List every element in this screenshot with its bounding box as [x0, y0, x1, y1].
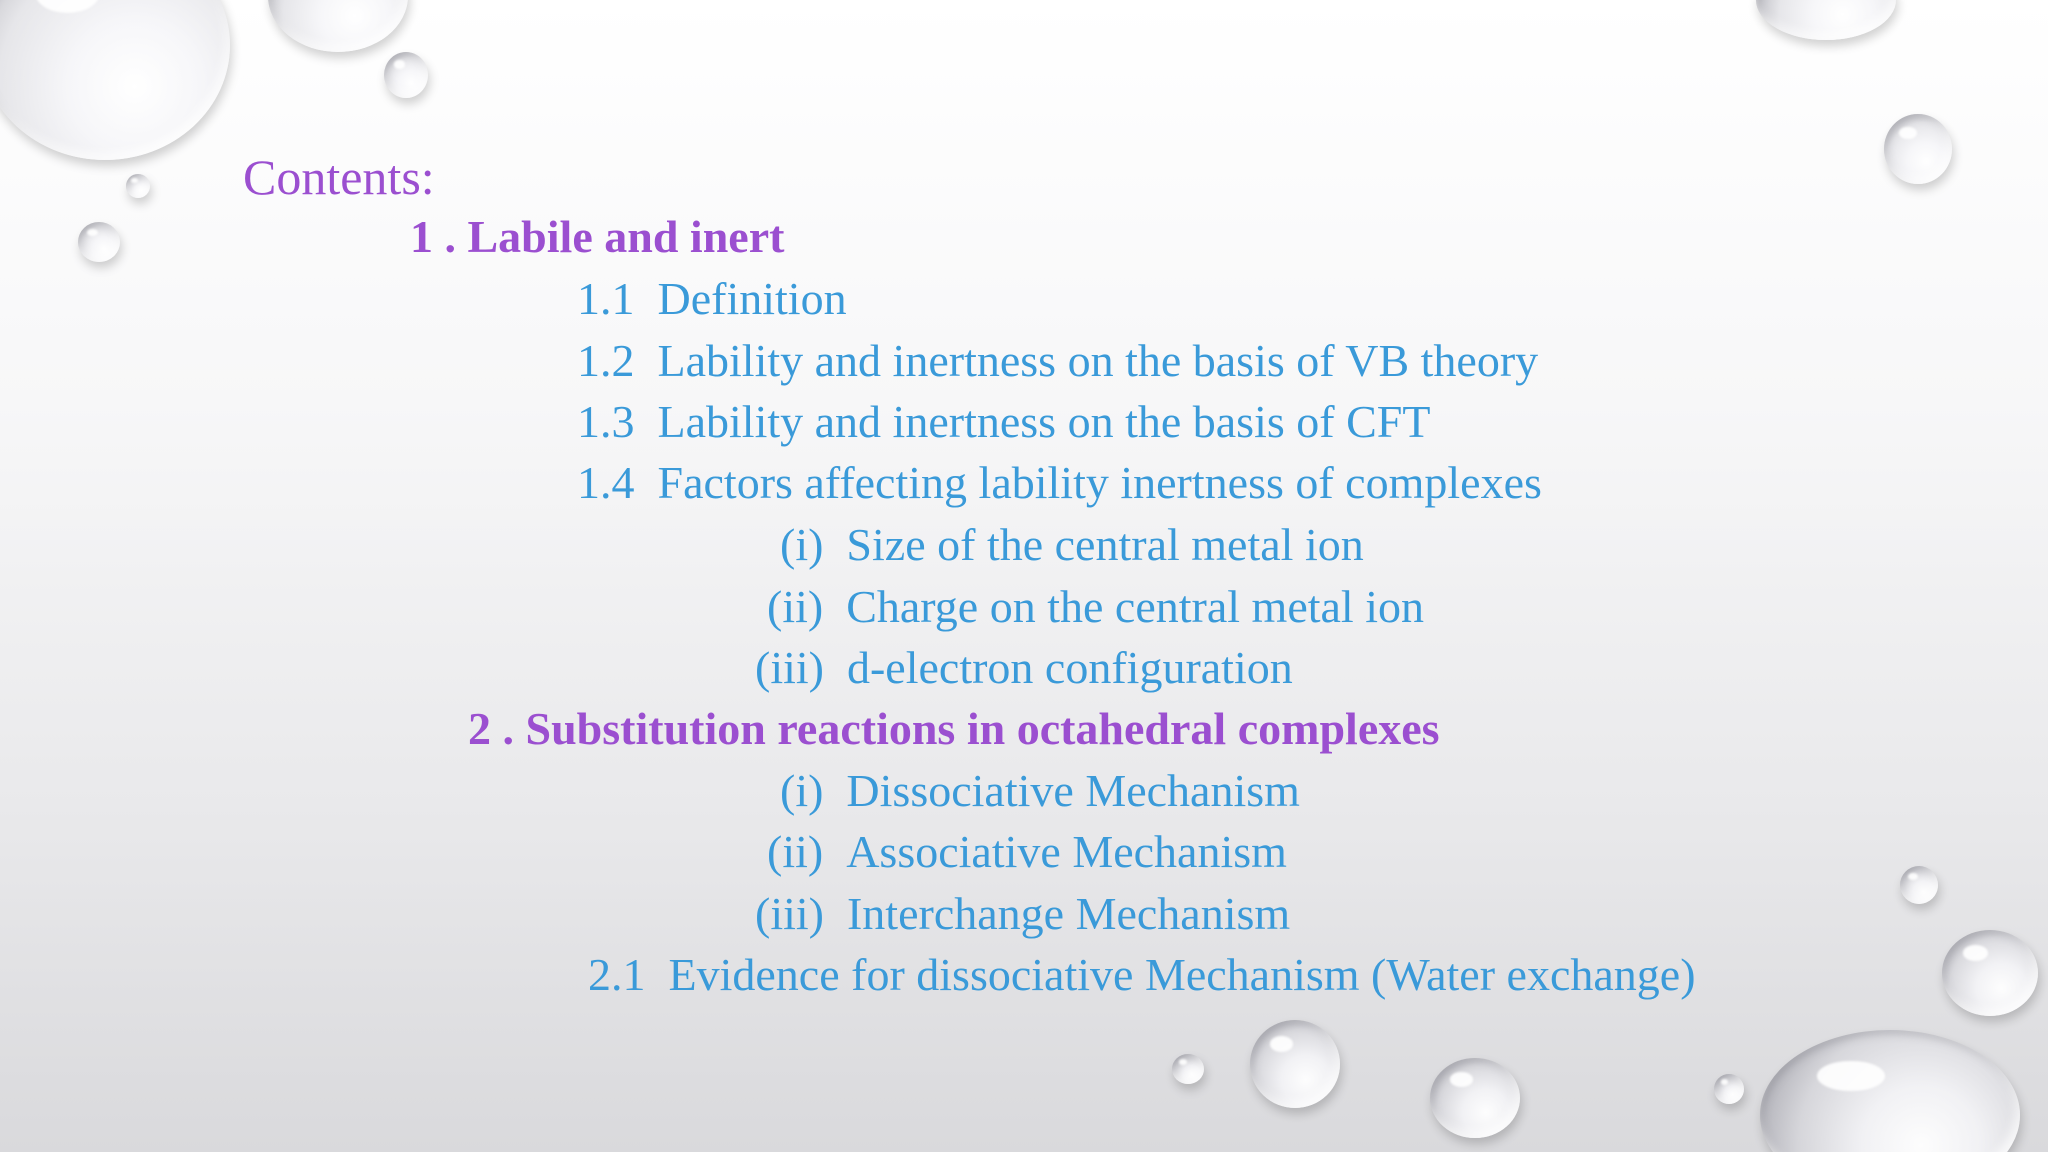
water-droplet-decoration: [1714, 1074, 1744, 1104]
mechanism-item-text: Dissociative Mechanism: [846, 765, 1300, 816]
list-item-number: 1.4: [577, 457, 635, 508]
water-droplet-decoration: [1250, 1020, 1340, 1108]
list-item-number: 1.1: [577, 273, 635, 324]
section-heading-labile-inert: 1 . Labile and inert: [410, 211, 785, 262]
list-item: [577, 396, 1431, 447]
slide-title: Contents:: [243, 149, 435, 205]
water-droplet-decoration: [268, 0, 408, 52]
factor-item: [755, 642, 1293, 693]
water-droplet-decoration: [0, 0, 230, 160]
water-droplet-decoration: [78, 222, 120, 262]
section-heading-substitution-reactions: 2 . Substitution reactions in octahedral complexes: [468, 703, 1440, 754]
factor-item-number: (ii): [767, 581, 824, 632]
factor-item-text: Charge on the central metal ion: [846, 581, 1424, 632]
list-item: [588, 949, 1696, 1000]
mechanism-item-number: (ii): [767, 826, 824, 877]
mechanism-item: [767, 826, 1287, 877]
list-item-number: 2.1: [588, 949, 646, 1000]
list-item-number: 1.3: [577, 396, 635, 447]
factor-item-text: Size of the central metal ion: [846, 519, 1364, 570]
list-item-number: 1.2: [577, 335, 635, 386]
list-item: [577, 457, 1542, 508]
water-droplet-decoration: [1884, 114, 1952, 184]
water-droplet-decoration: [1760, 1030, 2020, 1152]
factor-item-text: d-electron configuration: [846, 642, 1293, 693]
factor-item: [780, 519, 1364, 570]
mechanism-item: [780, 765, 1300, 816]
mechanism-item: [755, 888, 1291, 939]
factor-item-number: (i): [780, 519, 824, 570]
water-droplet-decoration: [1756, 0, 1896, 40]
list-item-text: Evidence for dissociative Mechanism (Water exchange): [668, 949, 1696, 1000]
mechanism-item-text: Interchange Mechanism: [846, 888, 1291, 939]
water-droplet-decoration: [126, 174, 150, 198]
water-droplet-decoration: [1172, 1054, 1204, 1084]
water-droplet-decoration: [1942, 930, 2038, 1016]
water-droplet-decoration: [1430, 1058, 1520, 1138]
factor-item-number: (iii): [755, 642, 824, 693]
mechanism-item-number: (iii): [755, 888, 824, 939]
list-item-text: Definition: [657, 273, 847, 324]
list-item: [577, 273, 847, 324]
list-item-text: Factors affecting lability inertness of complexes: [657, 457, 1542, 508]
water-droplet-decoration: [1900, 866, 1938, 904]
list-item-text: Lability and inertness on the basis of VB theory: [657, 335, 1539, 386]
mechanism-item-text: Associative Mechanism: [846, 826, 1287, 877]
water-droplet-decoration: [384, 52, 428, 98]
mechanism-item-number: (i): [780, 765, 824, 816]
factor-item: [767, 581, 1424, 632]
list-item: [577, 335, 1539, 386]
list-item-text: Lability and inertness on the basis of CFT: [657, 396, 1431, 447]
